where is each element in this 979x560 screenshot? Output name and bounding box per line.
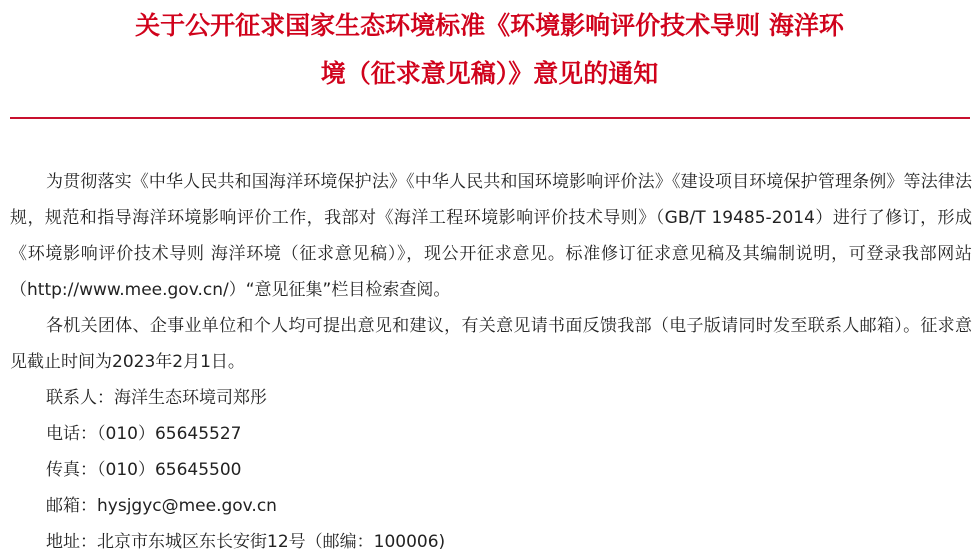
contact-fax: 传真：（010）65645500 xyxy=(46,460,242,480)
notice-body xyxy=(10,164,972,560)
notice-title-line-1: 关于公开征求国家生态环境标准《环境影响评价技术导则 海洋环 xyxy=(135,11,844,40)
contact-phone: 电话：（010）65645527 xyxy=(46,424,242,444)
contact-email: 邮箱：hysjgyc@mee.gov.cn xyxy=(46,496,277,516)
contact-person: 联系人：海洋生态环境司郑彤 xyxy=(46,388,267,408)
notice-title-line-2: 境（征求意见稿）》意见的通知 xyxy=(320,59,659,88)
contact-address: 地址：北京市东城区东长安街12号（邮编：100006) xyxy=(46,532,446,552)
body-paragraph-intro: 为贯彻落实《中华人民共和国海洋环境保护法》《中华人民共和国环境影响评价法》《建设项目环境保护管理条例》等法律法规，规范和指导海洋环境影响评价工作，我部对《海洋工程环境影响评价技术导则》（GB/T 19485-2014）进行了修订，形成《环境影响评价技术导则 海洋环境（征求意见稿）》，现公开征求意见。标准修订征求意见稿及其编制说明，可登录我部网站（http://www.mee.gov.cn/）“意见征集”栏目检索查阅。 xyxy=(10,172,972,300)
body-paragraph-feedback: 各机关团体、企事业单位和个人均可提出意见和建议，有关意见请书面反馈我部（电子版请同时发至联系人邮箱）。征求意见截止时间为2023年2月1日。 xyxy=(10,316,972,372)
title-divider xyxy=(10,117,970,119)
